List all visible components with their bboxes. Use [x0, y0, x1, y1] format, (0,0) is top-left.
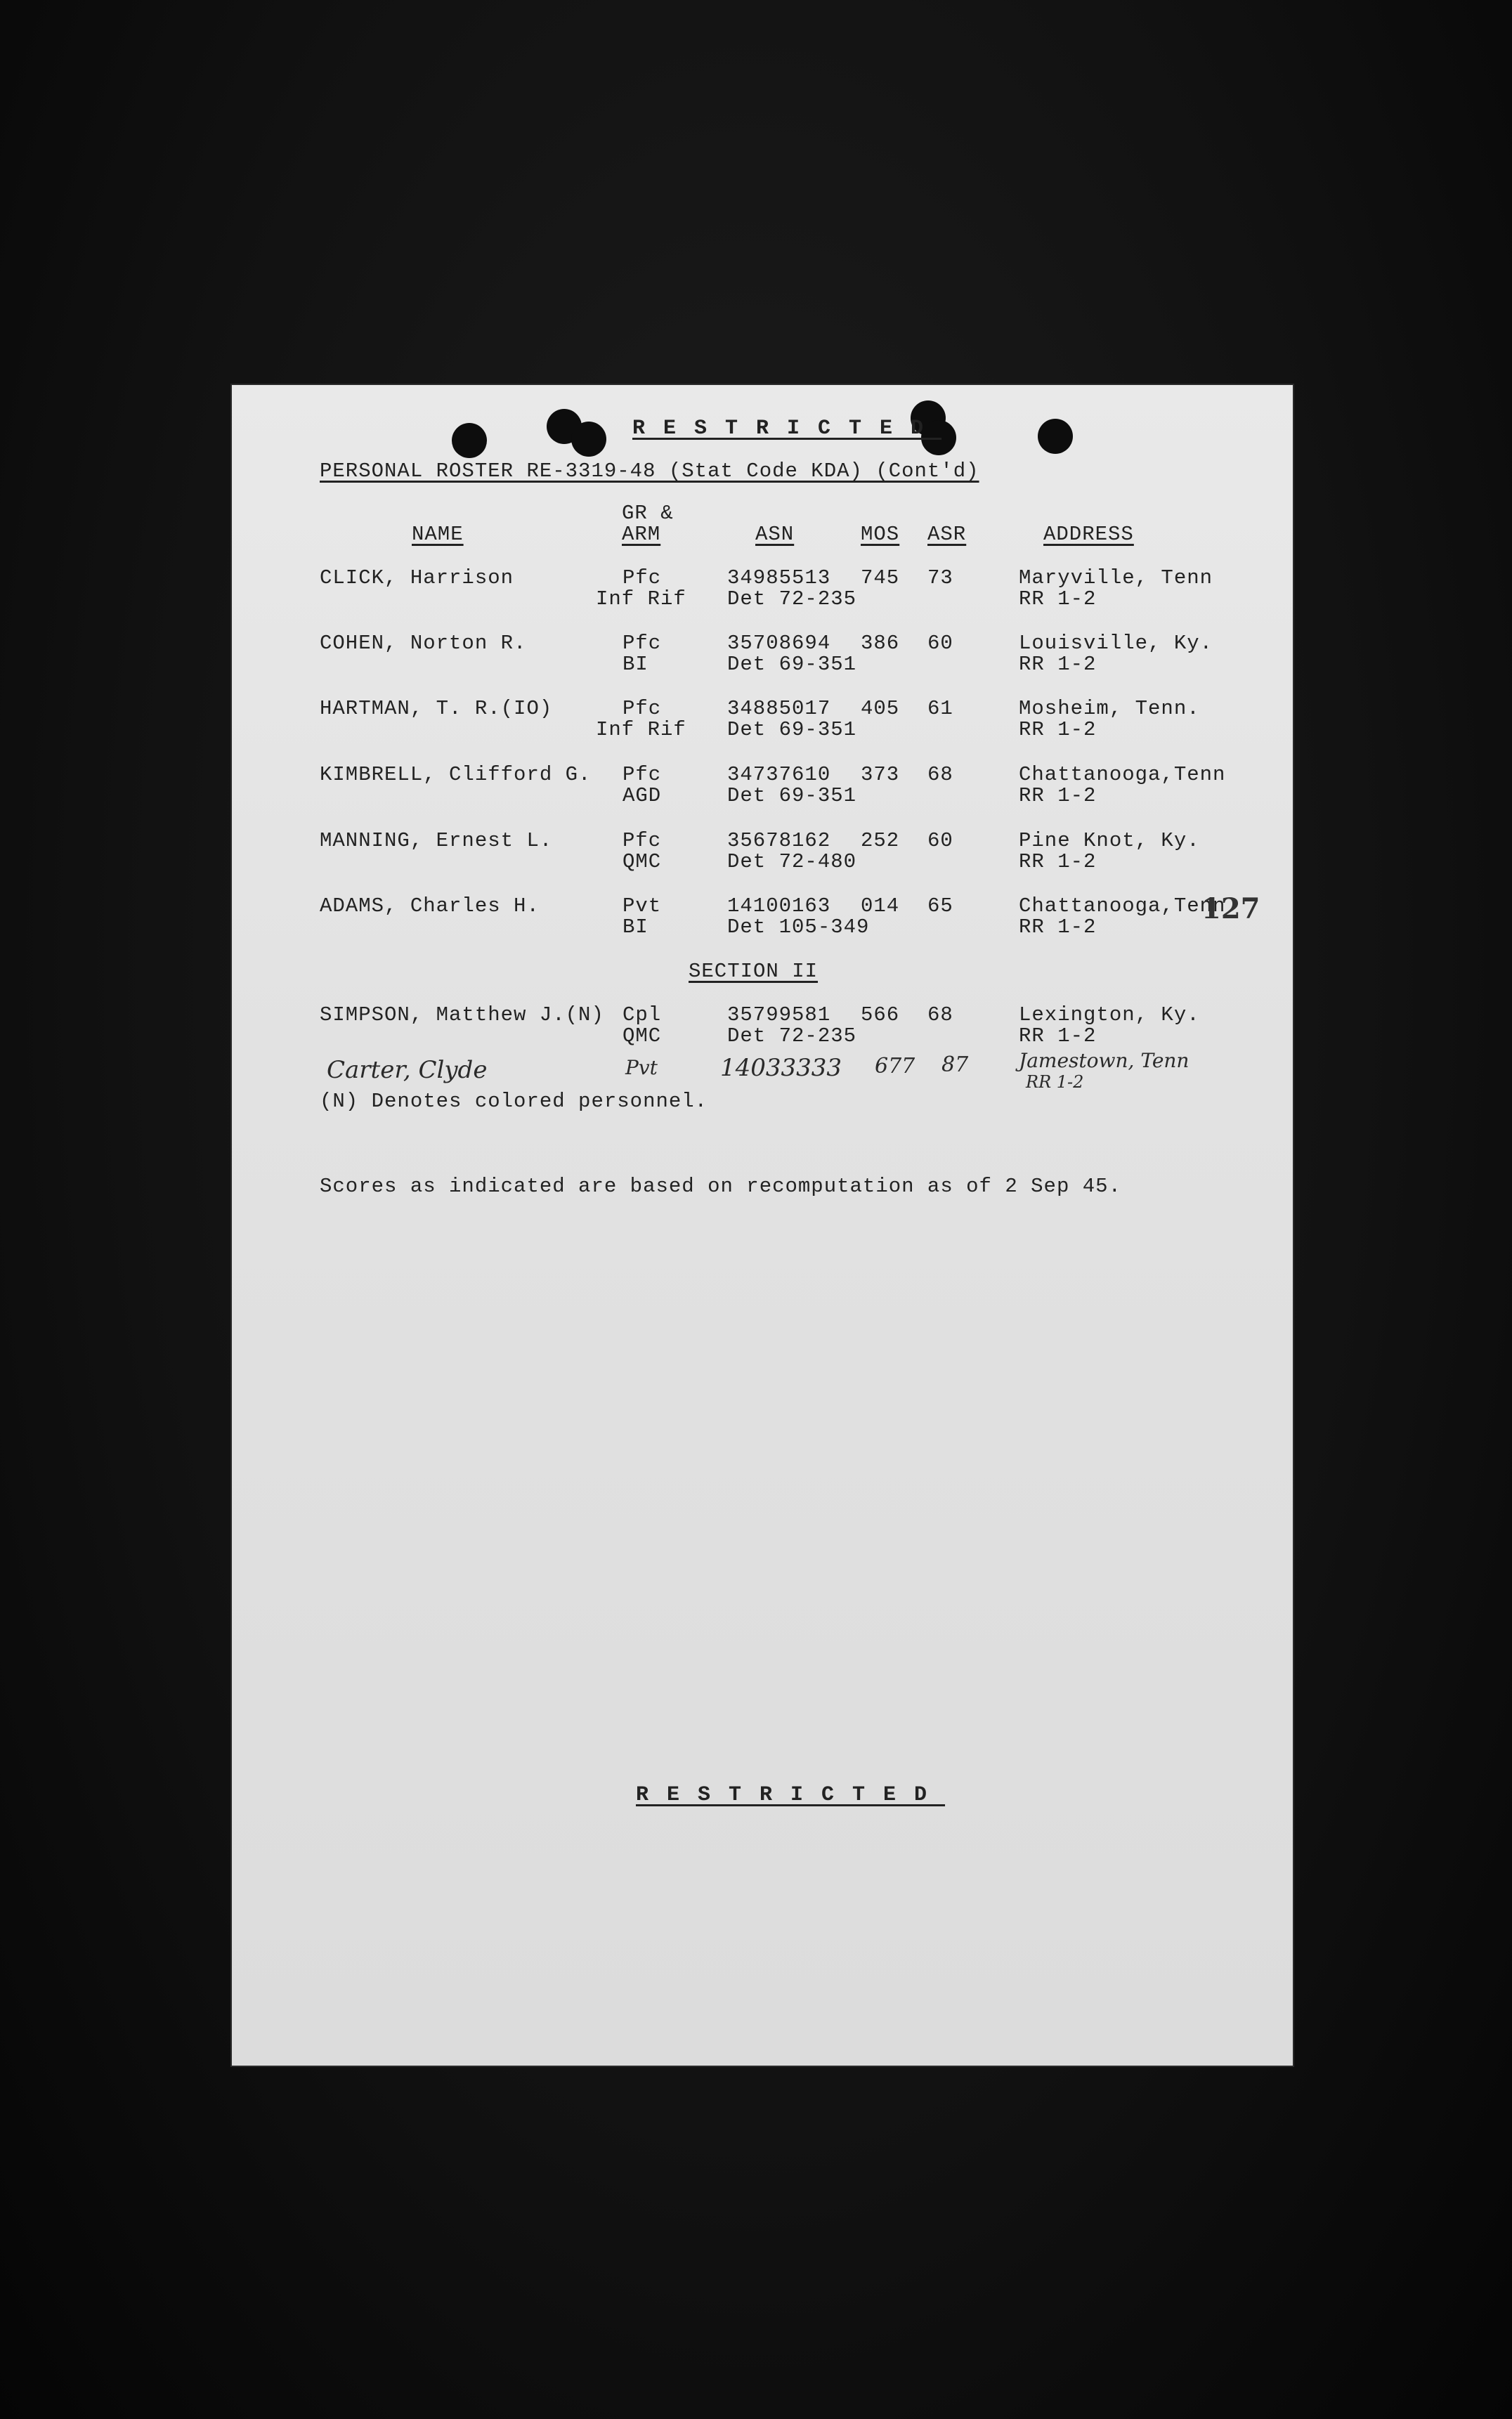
row-grade: Cpl — [623, 1003, 662, 1026]
col-asr: ASR — [927, 523, 967, 546]
row-name: MANNING, Ernest L. — [320, 829, 553, 852]
row-name: CLICK, Harrison — [320, 566, 514, 589]
row-det: Det 69-351 — [727, 653, 857, 676]
roster-title: PERSONAL ROSTER RE-3319-48 (Stat Code KDA) (Cont'd) — [320, 459, 979, 483]
row-rr: RR 1-2 — [1019, 1024, 1097, 1048]
row-arm: QMC — [623, 850, 662, 873]
row-asr: 61 — [927, 697, 953, 720]
punch-hole — [452, 423, 487, 458]
row-rr: RR 1-2 — [1019, 653, 1097, 676]
restricted-header: RESTRICTED — [632, 417, 942, 441]
row-name: KIMBRELL, Clifford G. — [320, 763, 592, 786]
restricted-footer: RESTRICTED — [636, 1783, 946, 1807]
row-city: Louisville, Ky. — [1019, 632, 1213, 655]
col-address: ADDRESS — [1043, 523, 1134, 546]
row-mos: 014 — [861, 894, 900, 918]
row-asr: 60 — [927, 632, 953, 655]
row-mos: 373 — [861, 763, 900, 786]
row-city: Maryville, Tenn — [1019, 566, 1213, 589]
row-arm: AGD — [623, 784, 662, 807]
row-grade: Pfc — [623, 566, 662, 589]
row-mos: 252 — [861, 829, 900, 852]
row-arm: BI — [623, 915, 649, 939]
row-asn: 34737610 — [727, 763, 831, 786]
row-arm: QMC — [623, 1024, 662, 1048]
margin-number: 127 — [1201, 892, 1260, 925]
col-gr-arm: ARM — [622, 523, 661, 546]
row-det: Det 69-351 — [727, 784, 857, 807]
row-arm: BI — [623, 653, 649, 676]
row-det: Det 72-235 — [727, 1024, 857, 1048]
row-city: Chattanooga,Tenn — [1019, 894, 1226, 918]
row-arm: Inf Rif — [596, 718, 686, 741]
row-rr: RR 1-2 — [1019, 915, 1097, 939]
row-asn: 34985513 — [727, 566, 831, 589]
row-asr: 60 — [927, 829, 953, 852]
hand-mos: 677 — [875, 1054, 915, 1078]
row-asr: 73 — [927, 566, 953, 589]
row-asn: 35799581 — [727, 1003, 831, 1026]
hand-city: Jamestown, Tenn — [1019, 1049, 1190, 1072]
row-grade: Pfc — [623, 697, 662, 720]
scores-note: Scores as indicated are based on recomputation as of 2 Sep 45. — [320, 1175, 1121, 1198]
document-page — [232, 385, 1293, 2066]
row-grade: Pvt — [623, 894, 662, 918]
row-det: Det 72-480 — [727, 850, 857, 873]
section-title: SECTION II — [689, 960, 819, 983]
row-asn: 14100163 — [727, 894, 831, 918]
row-grade: Pfc — [623, 829, 662, 852]
row-rr: RR 1-2 — [1019, 718, 1097, 741]
row-asn: 35678162 — [727, 829, 831, 852]
row-mos: 405 — [861, 697, 900, 720]
row-city: Lexington, Ky. — [1019, 1003, 1200, 1026]
hand-asn: 14033333 — [720, 1054, 842, 1082]
row-det: Det 72-235 — [727, 587, 857, 611]
row-mos: 566 — [861, 1003, 900, 1026]
hand-name: Carter, Clyde — [327, 1056, 488, 1084]
hand-rr: RR 1-2 — [1026, 1072, 1084, 1092]
row-rr: RR 1-2 — [1019, 784, 1097, 807]
col-name: NAME — [412, 523, 464, 546]
col-mos: MOS — [861, 523, 900, 546]
row-rr: RR 1-2 — [1019, 587, 1097, 611]
hand-asr: 87 — [941, 1052, 969, 1077]
row-name: SIMPSON, Matthew J.(N) — [320, 1003, 604, 1026]
row-name: ADAMS, Charles H. — [320, 894, 540, 918]
row-name: COHEN, Norton R. — [320, 632, 527, 655]
row-city: Pine Knot, Ky. — [1019, 829, 1200, 852]
row-city: Mosheim, Tenn. — [1019, 697, 1200, 720]
row-asr: 68 — [927, 1003, 953, 1026]
punch-hole — [1038, 419, 1073, 454]
row-mos: 745 — [861, 566, 900, 589]
row-det: Det 105-349 — [727, 915, 870, 939]
row-rr: RR 1-2 — [1019, 850, 1097, 873]
row-asn: 34885017 — [727, 697, 831, 720]
row-mos: 386 — [861, 632, 900, 655]
row-arm: Inf Rif — [596, 587, 686, 611]
row-det: Det 69-351 — [727, 718, 857, 741]
row-grade: Pfc — [623, 763, 662, 786]
footnote: (N) Denotes colored personnel. — [320, 1090, 708, 1113]
row-city: Chattanooga,Tenn — [1019, 763, 1226, 786]
row-asr: 65 — [927, 894, 953, 918]
col-asn: ASN — [755, 523, 795, 546]
hand-grade: Pvt — [625, 1056, 658, 1079]
punch-hole — [571, 422, 606, 457]
row-asr: 68 — [927, 763, 953, 786]
row-grade: Pfc — [623, 632, 662, 655]
row-name: HARTMAN, T. R.(IO) — [320, 697, 553, 720]
row-asn: 35708694 — [727, 632, 831, 655]
col-gr-arm-top: GR & — [622, 502, 674, 525]
